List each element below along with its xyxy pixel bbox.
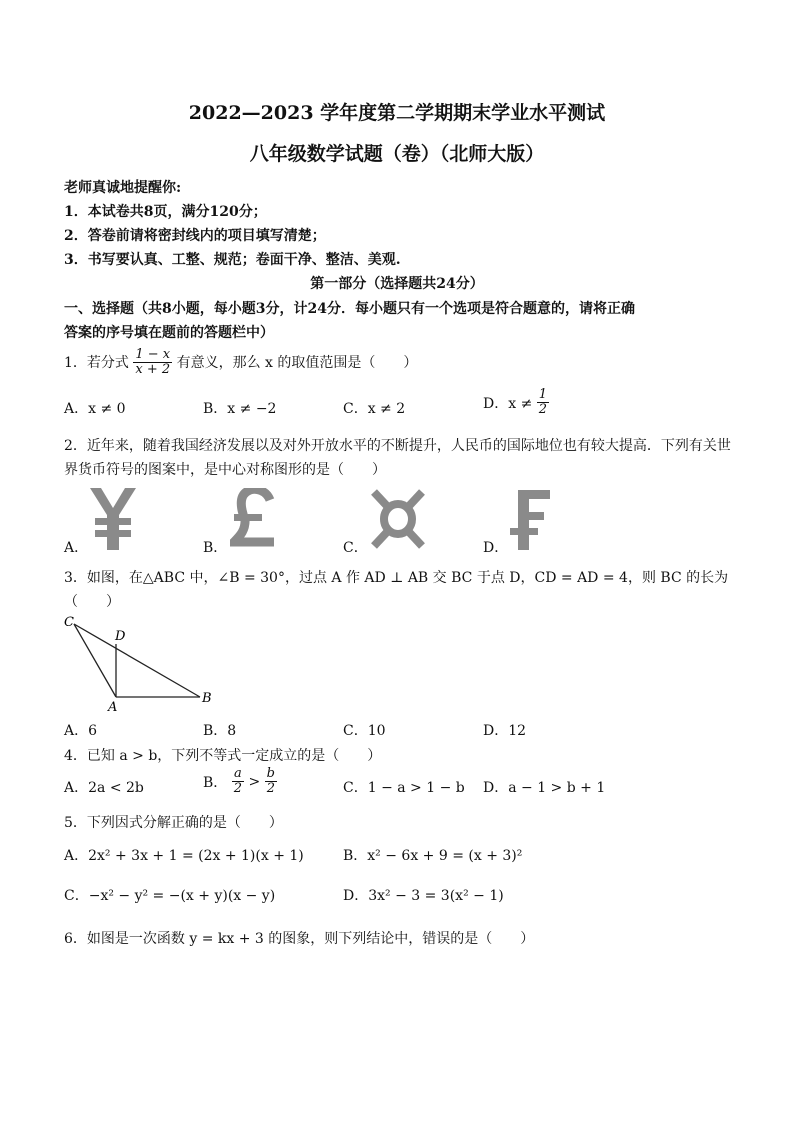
label-a: A	[108, 700, 118, 712]
question-1-stem	[64, 348, 417, 378]
q1-prefix: 1．若分式	[64, 354, 129, 371]
q1-option-d-label: D．x ≠	[483, 395, 533, 412]
q5-option-d[interactable]: D．3x² − 3 = 3(x² − 1)	[343, 888, 504, 904]
question-2-line2: 界货币符号的图案中，是中心对称图形的是（ ）	[64, 462, 386, 478]
q1-option-d-numerator: 1	[538, 387, 548, 402]
q4-option-a[interactable]: A．2a < 2b	[64, 780, 144, 796]
q1-suffix: 有意义，那么 x 的取值范围是（ ）	[176, 354, 418, 371]
note-item-1: 1．本试卷共8页，满分120分；	[64, 204, 267, 220]
part1-instruction-line2: 答案的序号填在题前的答题栏中）	[64, 325, 274, 341]
q3-option-c[interactable]: C．10	[343, 723, 386, 739]
q1-option-c[interactable]: C．x ≠ 2	[343, 401, 406, 417]
pound-symbol-icon	[230, 488, 276, 550]
q1-option-d-denominator: 2	[538, 402, 548, 418]
question-2-line1: 2．近年来，随着我国经济发展以及对外开放水平的不断提升，人民币的国际地位也有较大提高．下列有关世	[64, 438, 731, 454]
q4-option-d[interactable]: D．a − 1 > b + 1	[483, 780, 606, 796]
q3-option-a[interactable]: A．6	[64, 723, 98, 739]
part1-instruction-line1: 一、选择题（共8小题，每小题3分，计24分．每小题只有一个选项是符合题意的，请将正确	[64, 301, 635, 317]
q1-option-d[interactable]	[483, 388, 549, 418]
q5-option-a[interactable]: A．2x² + 3x + 1 = (2x + 1)(x + 1)	[64, 848, 304, 864]
currency-symbol-icon	[370, 488, 426, 550]
q4-option-b-fraction-b	[265, 767, 277, 797]
q1-option-a[interactable]: A．x ≠ 0	[64, 401, 126, 417]
yen-symbol-icon	[90, 488, 136, 550]
q1-option-d-fraction	[537, 388, 549, 418]
q2-option-c[interactable]: C．	[343, 540, 368, 556]
exam-subtitle: 八年级数学试题（卷）（北师大版）	[249, 143, 545, 165]
q2-option-a[interactable]: A．	[64, 540, 89, 556]
q3-option-b[interactable]: B．8	[203, 723, 237, 739]
q5-option-b[interactable]: B．x² − 6x + 9 = (x + 3)²	[343, 848, 523, 864]
side-cb	[74, 624, 200, 697]
franc-symbol-icon	[508, 488, 552, 550]
q4-fraction-a-numerator: a	[232, 767, 244, 782]
q4-option-b-operator: >	[248, 773, 261, 790]
note-item-3: 3．书写要认真、工整、规范；卷面干净、整洁、美观.	[64, 252, 401, 268]
question-3-line2: （ ）	[64, 594, 120, 610]
q1-fraction	[133, 348, 172, 378]
q2-option-b[interactable]: B．	[203, 540, 228, 556]
q3-option-d[interactable]: D．12	[483, 723, 527, 739]
q1-fraction-numerator: 1 − x	[135, 347, 171, 362]
note-item-2: 2．答卷前请将密封线内的项目填写清楚；	[64, 228, 326, 244]
q4-fraction-b-denominator: 2	[266, 781, 275, 797]
q4-option-b-fraction-a	[232, 767, 244, 797]
side-ca	[74, 624, 116, 697]
q1-option-b[interactable]: B．x ≠ −2	[203, 401, 277, 417]
notes-heading: 老师真诚地提醒你:	[64, 180, 182, 196]
exam-title: 2022—2023 学年度第二学期期末学业水平测试	[188, 102, 606, 124]
label-b: B	[202, 691, 212, 706]
question-5-stem: 5．下列因式分解正确的是（ ）	[64, 815, 283, 831]
question-4-stem: 4．已知 a > b，下列不等式一定成立的是（ ）	[64, 748, 382, 764]
q4-option-c[interactable]: C．1 − a > 1 − b	[343, 780, 465, 796]
label-d: D	[115, 629, 126, 644]
q2-option-d[interactable]: D．	[483, 540, 509, 556]
question-6-stem: 6．如图是一次函数 y = kx + 3 的图象，则下列结论中，错误的是（ ）	[64, 931, 535, 947]
q5-option-c[interactable]: C．−x² − y² = −(x + y)(x − y)	[64, 888, 276, 904]
q4-fraction-a-denominator: 2	[233, 781, 243, 797]
question-3-line1: 3．如图，在△ABC 中，∠B = 30°，过点 A 作 AD ⊥ AB 交 BC 于点 D，CD = AD = 4，则 BC 的长为	[64, 570, 729, 586]
q4-option-b[interactable]	[203, 767, 277, 797]
triangle-figure	[60, 612, 220, 712]
label-c: C	[64, 615, 74, 630]
q4-option-b-label: B．	[203, 774, 228, 791]
q1-fraction-denominator: x + 2	[135, 362, 171, 378]
q4-fraction-b-numerator: b	[266, 766, 275, 781]
part1-heading: 第一部分（选择题共24分）	[310, 276, 484, 292]
